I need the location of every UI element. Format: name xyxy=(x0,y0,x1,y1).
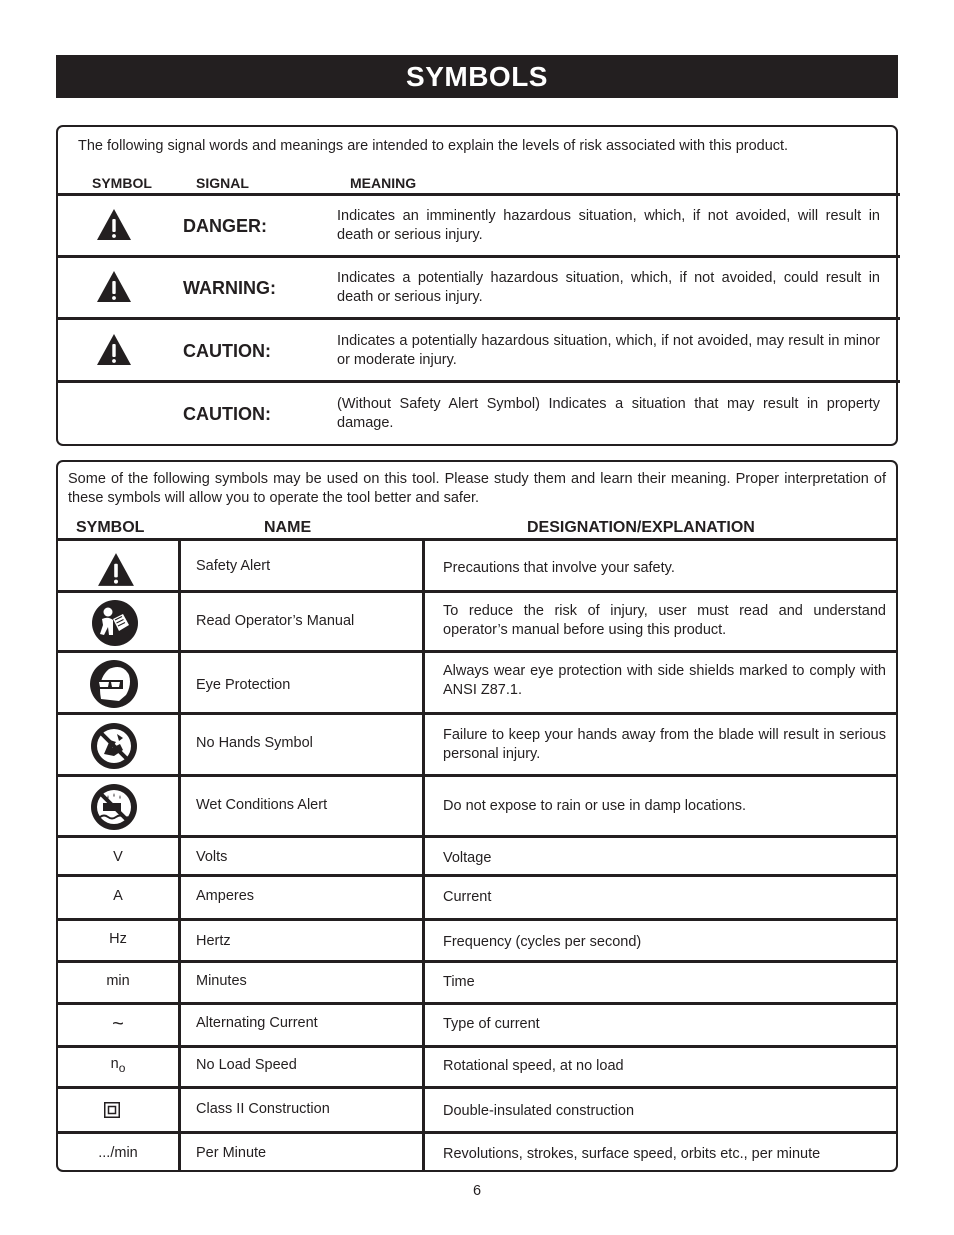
signal-box-intro: The following signal words and meanings are intended to explain the levels of risk associated with this product. xyxy=(78,138,789,154)
symbol-glyph-main: n xyxy=(110,1056,119,1072)
header-explanation: DESIGNATION/EXPLANATION xyxy=(527,519,755,536)
row-divider xyxy=(58,712,896,715)
header-name: NAME xyxy=(264,519,312,536)
symbol-explanation: To reduce the risk of injury, user must read and understand operator’s manual before using this product. xyxy=(443,603,886,638)
row-divider xyxy=(58,918,896,921)
signal-meaning: Indicates an imminently hazardous situation, which, if not avoided, will result in death or serious injury. xyxy=(337,208,880,243)
page-number: 6 xyxy=(472,1183,482,1199)
symbol-name: Minutes xyxy=(196,973,247,989)
row-divider xyxy=(58,538,896,541)
signal-word: DANGER: xyxy=(183,216,267,236)
safety-alert-triangle-icon xyxy=(96,208,132,246)
safety-alert-triangle-icon xyxy=(96,333,132,371)
row-divider xyxy=(58,1045,896,1048)
symbol-explanation: Voltage xyxy=(443,850,492,866)
column-divider xyxy=(422,538,425,1170)
row-divider xyxy=(58,1131,896,1134)
symbols-box-intro: Some of the following symbols may be used on this tool. Please study them and learn their meaning. Proper interpretation of these symbols will allow you to operate the tool better and safer. xyxy=(68,471,886,506)
symbol-glyph: Hz xyxy=(109,931,127,947)
symbol-name: Eye Protection xyxy=(196,677,291,693)
symbol-explanation: Type of current xyxy=(443,1016,540,1032)
symbol-explanation: Current xyxy=(443,889,492,905)
symbol-explanation: Double-insulated construction xyxy=(443,1103,635,1119)
symbol-glyph: min xyxy=(106,973,130,989)
signal-words-box xyxy=(56,125,898,446)
symbol-name: Volts xyxy=(196,849,228,865)
symbol-name: Amperes xyxy=(196,888,255,904)
symbol-glyph: .../min xyxy=(98,1145,138,1161)
row-divider xyxy=(58,874,896,877)
symbol-name: Per Minute xyxy=(196,1145,267,1161)
symbol-explanation: Always wear eye protection with side shields marked to comply with ANSI Z87.1. xyxy=(443,663,886,698)
symbol-name: Class II Construction xyxy=(196,1101,330,1117)
header-symbol: SYMBOL xyxy=(92,175,152,191)
symbol-explanation: Do not expose to rain or use in damp locations. xyxy=(443,798,747,814)
signal-row-caution-property xyxy=(58,383,900,442)
row-divider xyxy=(58,960,896,963)
symbol-name: Wet Conditions Alert xyxy=(196,797,328,813)
alternating-current-icon: ~ xyxy=(112,1013,124,1035)
eye-protection-icon xyxy=(89,659,139,714)
symbol-name: Safety Alert xyxy=(196,558,271,574)
header-symbol: SYMBOL xyxy=(76,519,145,536)
row-divider xyxy=(58,774,896,777)
page-title: SYMBOLS xyxy=(406,61,548,92)
header-meaning: MEANING xyxy=(350,175,417,191)
row-divider xyxy=(58,1086,896,1089)
signal-word: CAUTION: xyxy=(183,404,271,424)
symbol-name: Alternating Current xyxy=(196,1015,318,1031)
symbol-name: Read Operator’s Manual xyxy=(196,613,355,629)
symbol-explanation: Time xyxy=(443,974,475,990)
symbol-explanation: Rotational speed, at no load xyxy=(443,1058,624,1074)
symbol-name: No Hands Symbol xyxy=(196,735,313,751)
symbol-name: Hertz xyxy=(196,933,231,949)
signal-meaning: Indicates a potentially hazardous situation, which, if not avoided, may result in minor or moderate injury. xyxy=(337,333,880,368)
no-hands-icon xyxy=(90,722,138,775)
safety-alert-triangle-icon xyxy=(96,270,132,308)
symbol-glyph-subscript: o xyxy=(118,1060,126,1075)
symbol-glyph xyxy=(58,1056,178,1075)
safety-alert-triangle-icon xyxy=(97,552,135,592)
signal-meaning: (Without Safety Alert Symbol) Indicates a situation that may result in property damage. xyxy=(337,396,880,431)
row-divider xyxy=(58,650,896,653)
symbol-name: No Load Speed xyxy=(196,1057,297,1073)
page-title-bar xyxy=(56,55,898,98)
signal-row-caution xyxy=(58,320,900,379)
read-manual-icon xyxy=(91,599,139,652)
symbol-explanation: Failure to keep your hands away from the blade will result in serious personal injury. xyxy=(443,727,886,762)
symbol-explanation: Revolutions, strokes, surface speed, orbits etc., per minute xyxy=(443,1146,821,1162)
wet-conditions-icon xyxy=(90,783,138,836)
row-divider xyxy=(58,835,896,838)
signal-word: CAUTION: xyxy=(183,341,271,361)
symbol-glyph: V xyxy=(113,849,123,865)
class-ii-construction-icon xyxy=(104,1102,120,1123)
row-divider xyxy=(58,1002,896,1005)
signal-word: WARNING: xyxy=(183,278,276,298)
symbols-box xyxy=(56,460,898,1172)
row-divider xyxy=(58,590,896,593)
header-signal: SIGNAL xyxy=(196,175,249,191)
signal-meaning: Indicates a potentially hazardous situation, which, if not avoided, could result in death or serious injury. xyxy=(337,270,880,305)
signal-row-danger xyxy=(58,196,900,255)
column-divider xyxy=(178,538,181,1170)
symbol-glyph: A xyxy=(113,888,123,904)
symbol-explanation: Precautions that involve your safety. xyxy=(443,560,675,576)
symbol-explanation: Frequency (cycles per second) xyxy=(443,934,642,950)
signal-row-warning xyxy=(58,258,900,317)
